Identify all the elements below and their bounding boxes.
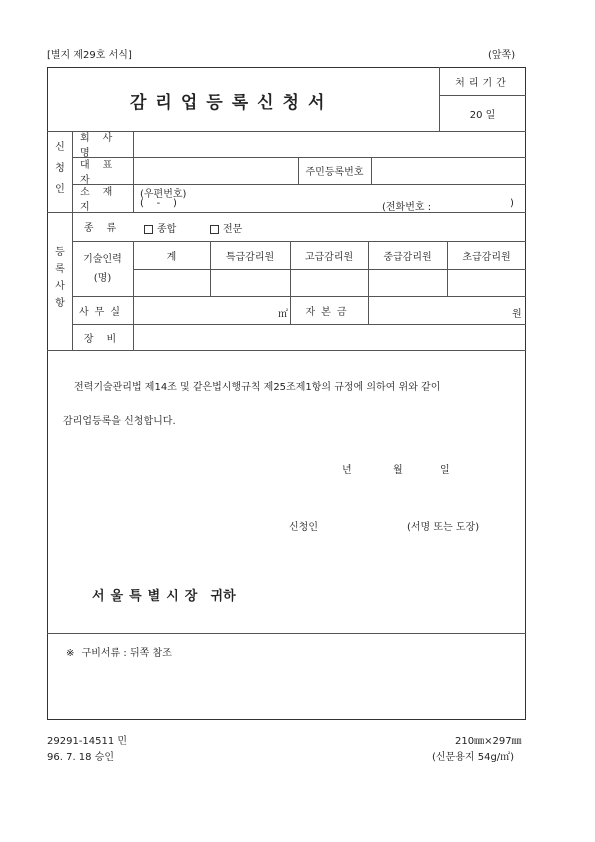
divider (133, 131, 134, 212)
attachment-note (66, 644, 172, 659)
recipient (92, 585, 236, 604)
divider (72, 324, 526, 325)
statement-line-1: 전력기술관리법 제14조 및 같은법시행규칙 제25조제1항의 규정에 의하여 위와 같이 (74, 382, 441, 393)
company-name-label: 회사명 (80, 133, 126, 159)
applicant-section-label: 신 청 인 (55, 142, 65, 195)
checkbox-icon (210, 225, 219, 234)
postal-code-label: (우편번호) (140, 189, 187, 200)
paper-size: 210㎜×297㎜ (455, 736, 522, 747)
signature-label: 신청인 (289, 522, 318, 533)
attachment-bullet: ※ (66, 648, 75, 659)
divider (371, 157, 372, 184)
tech-col-senior: 고급감리원 (304, 251, 354, 263)
phone-close: ) (510, 198, 514, 209)
tech-col-special: 특급감리원 (225, 251, 275, 263)
tech-col-total: 계 (166, 251, 177, 263)
type-label: 종류 (83, 223, 130, 234)
postal-code-field: ( - ) (140, 198, 177, 209)
divider (133, 269, 526, 270)
date-year-label: 년 (342, 465, 352, 476)
attachment-text: 구비서류 : 뒤쪽 참조 (81, 648, 172, 659)
processing-period-label: 처리기간 (455, 77, 510, 89)
office-label: 사무실 (79, 306, 126, 318)
page-side: (앞쪽) (488, 50, 516, 61)
paper-type: (신문용지 54g/㎡) (432, 752, 515, 763)
registration-section-label: 등 록 사 항 (55, 247, 65, 309)
capital-label: 자본금 (305, 306, 353, 318)
capital-unit: 원 (512, 309, 522, 320)
office-unit: ㎡ (278, 309, 288, 320)
date-month-label: 월 (393, 465, 403, 476)
divider (47, 350, 526, 351)
tech-col-junior: 초급감리원 (462, 251, 511, 263)
equipment-label: 장비 (83, 333, 130, 345)
resident-number-label: 주민등록번호 (305, 167, 364, 178)
tech-col-intermediate: 중급감리원 (383, 251, 432, 263)
address-label: 소재지 (80, 187, 126, 213)
divider (47, 633, 526, 634)
signature-note: (서명 또는 도장) (407, 522, 480, 533)
form-code: 29291-14511 민 (47, 736, 128, 747)
phone-label: (전화번호 : (382, 202, 432, 213)
checkbox-icon (144, 225, 153, 234)
type-option-comprehensive: 종합 (144, 220, 176, 235)
recipient-name: 서울특별시장 (92, 589, 204, 604)
statement-line-2: 감리업등록을 신청합니다. (63, 416, 176, 427)
tech-staff-label: 기술인력 (명) (83, 254, 122, 284)
representative-label: 대표자 (80, 159, 126, 186)
recipient-suffix: 귀하 (210, 589, 236, 604)
approval-date: 96. 7. 18 승인 (47, 752, 115, 763)
date-day-label: 일 (440, 465, 450, 476)
form-number: [별지 제29호 서식] (47, 50, 132, 61)
processing-period-value: 20 일 (469, 109, 496, 121)
form-title: 감리업등록신청서 (130, 93, 334, 113)
type-option-specialized: 전문 (210, 220, 242, 235)
